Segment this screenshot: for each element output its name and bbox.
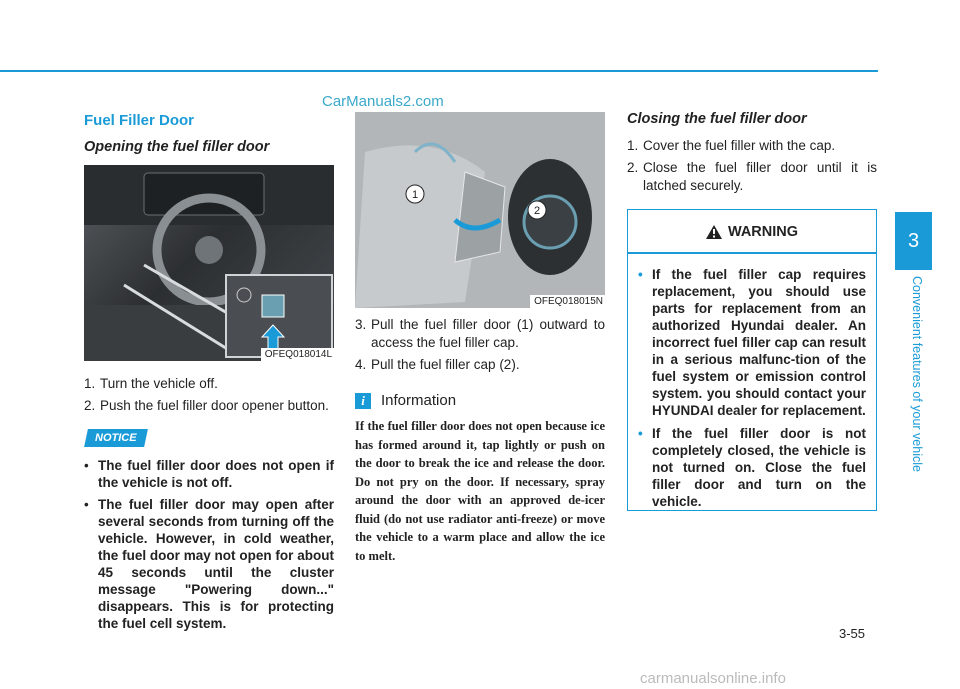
information-title: Information xyxy=(381,392,457,409)
top-rule xyxy=(0,70,878,72)
information-body: If the fuel filler door does not open because ice has formed around it, tap lightly or push on the door to break the ice and release the door. Do not pry on the door. If necessary, spray around the door with an approved de-icer fluid (do not use radiator anti-freeze) or move the vehicle to a warm place and allow the ice to melt. xyxy=(355,419,605,563)
information-header xyxy=(355,392,605,409)
opening-steps xyxy=(84,375,334,415)
list-item: • The fuel filler door may open after several seconds from turning off the vehicle. However, in cold weather, the fuel door may not open for about 45 seconds until the cluster message "Powering down..." disappears. This is for protecting the fuel cell system. xyxy=(84,497,334,631)
notice-badge: NOTICE xyxy=(84,429,147,447)
photo-caption: OFEQ018014L xyxy=(261,348,334,361)
warning-rule xyxy=(628,252,876,254)
opening-subtitle: Opening the fuel filler door xyxy=(84,139,270,155)
list-item: • If the fuel filler door is not completely closed, the vehicle is not turned on. Close the fuel filler door and turn on the vehicle. xyxy=(638,426,866,509)
list-item: 1. Turn the vehicle off. xyxy=(84,376,218,391)
closing-subtitle: Closing the fuel filler door xyxy=(627,111,807,127)
warning-list xyxy=(638,266,866,510)
warning-header xyxy=(628,224,876,240)
list-item: 4. Pull the fuel filler cap (2). xyxy=(355,357,520,372)
page-number: 3-55 xyxy=(839,626,866,641)
opening-steps-continued xyxy=(355,316,605,374)
info-icon: i xyxy=(355,393,371,409)
dashboard-illustration xyxy=(84,165,334,361)
callout-1: 1 xyxy=(411,189,419,201)
fuel-door-photo xyxy=(355,112,605,308)
chapter-title: Convenient features of your vehicle xyxy=(910,276,924,472)
warning-icon xyxy=(706,225,722,239)
list-item: 2. Close the fuel filler door until it is latched securely. xyxy=(627,160,877,193)
dashboard-photo xyxy=(84,165,334,361)
middle-column xyxy=(355,112,605,565)
photo-caption: OFEQ018015N xyxy=(530,295,605,308)
chapter-tab: 3 xyxy=(895,212,932,270)
list-item: • If the fuel filler cap requires replacement, you should use parts for replacement from an authorized Hyundai dealer. An incorrect fuel filler cap can result in a serious malfunc-tion of the fuel system or emission control system. you should contact your HYUNDAI dealer for replacement. xyxy=(638,267,866,418)
right-column xyxy=(627,108,877,511)
section-title: Fuel Filler Door xyxy=(84,112,195,129)
warning-box xyxy=(627,209,877,511)
list-item: 1. Cover the fuel filler with the cap. xyxy=(627,138,836,153)
fuel-door-illustration xyxy=(355,112,605,308)
watermark-bottom[interactable]: carmanualsonline.info xyxy=(640,670,786,687)
warning-title: WARNING xyxy=(727,224,799,240)
list-item: • The fuel filler door does not open if the vehicle is not off. xyxy=(84,458,334,490)
watermark-top[interactable]: CarManuals2.com xyxy=(322,93,444,110)
callout-2: 2 xyxy=(533,205,541,217)
left-column xyxy=(84,108,334,637)
list-item: 3. Pull the fuel filler door (1) outward to access the fuel filler cap. xyxy=(355,317,605,350)
list-item: 2. Push the fuel filler door opener button. xyxy=(84,398,329,413)
notice-list xyxy=(84,457,334,632)
closing-steps xyxy=(627,137,877,195)
